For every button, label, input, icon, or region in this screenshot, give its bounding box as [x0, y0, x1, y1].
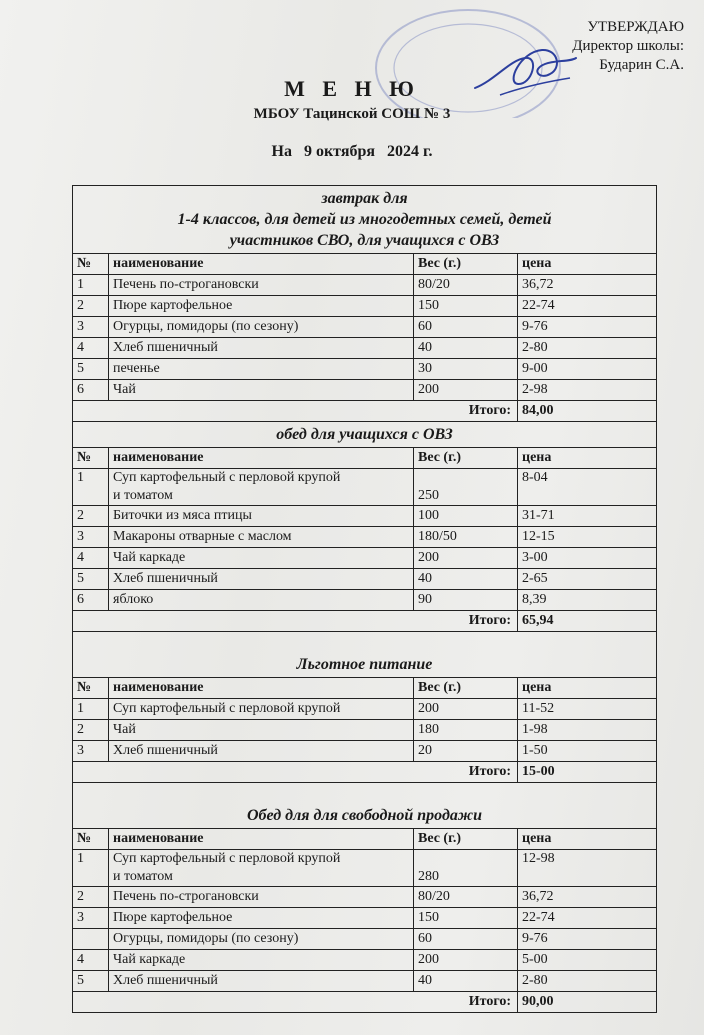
column-header-weight: Вес (г.) [413, 448, 517, 468]
item-weight-value: 40 [418, 973, 432, 988]
section-title [73, 652, 656, 677]
table-header-row [73, 447, 656, 468]
item-name [108, 929, 413, 949]
table-row [73, 295, 656, 316]
item-name [108, 380, 413, 400]
table-row [73, 970, 656, 991]
total-value: 90,00 [517, 992, 656, 1012]
item-price: 9-76 [517, 317, 656, 337]
item-number: 4 [77, 340, 84, 355]
item-weight [413, 506, 517, 526]
column-header-number: № [77, 450, 92, 465]
item-name-line: и томатом [113, 869, 173, 884]
total-value: 84,00 [517, 401, 656, 421]
item-number: 5 [77, 973, 84, 988]
table-header-row [73, 253, 656, 274]
item-price: 12-15 [517, 527, 656, 547]
table-row [73, 907, 656, 928]
item-number: 2 [77, 722, 84, 737]
section-title [73, 422, 656, 447]
item-weight [413, 380, 517, 400]
item-price: 22-74 [517, 908, 656, 928]
item-name-line: Огурцы, помидоры (по сезону) [113, 319, 299, 334]
table-row [73, 316, 656, 337]
item-name [108, 296, 413, 316]
item-name-line: Пюре картофельное [113, 910, 233, 925]
table-header-row [73, 828, 656, 849]
column-header-price: цена [517, 829, 656, 849]
item-weight [413, 359, 517, 379]
column-header-number: № [77, 680, 92, 695]
item-price: 2-80 [517, 971, 656, 991]
item-number: 3 [77, 910, 84, 925]
table-row [73, 358, 656, 379]
item-number: 1 [77, 470, 84, 485]
item-weight [413, 469, 517, 505]
item-name [108, 699, 413, 719]
item-weight [413, 275, 517, 295]
item-price: 1-98 [517, 720, 656, 740]
total-row [73, 991, 656, 1012]
item-price: 3-00 [517, 548, 656, 568]
table-row [73, 740, 656, 761]
section-title-line: 1-4 классов, для детей из многодетных семей, детей [177, 211, 552, 228]
total-label: Итого: [468, 613, 511, 628]
item-weight-value: 20 [418, 743, 432, 758]
approval-position: Директор школы: [572, 38, 684, 54]
item-number: 3 [77, 319, 84, 334]
date-day: 9 октября [303, 143, 376, 160]
item-weight-value: 280 [418, 869, 439, 884]
total-row [73, 400, 656, 421]
item-name-line: Макароны отварные с маслом [113, 529, 292, 544]
table-row [73, 589, 656, 610]
table-row [73, 505, 656, 526]
item-weight [413, 548, 517, 568]
item-name-line: Хлеб пшеничный [113, 743, 218, 758]
item-weight-value: 180 [418, 722, 439, 737]
item-weight [413, 971, 517, 991]
item-name-line: Печень по-строгановски [113, 889, 259, 904]
item-price: 2-98 [517, 380, 656, 400]
item-weight [413, 317, 517, 337]
item-price: 11-52 [517, 699, 656, 719]
item-weight-value: 40 [418, 340, 432, 355]
menu-section [73, 782, 656, 1012]
item-price: 31-71 [517, 506, 656, 526]
item-price: 8,39 [517, 590, 656, 610]
item-weight [413, 908, 517, 928]
item-name-line: Биточки из мяса птицы [113, 508, 252, 523]
column-header-number: № [77, 256, 92, 271]
item-name-line: Суп картофельный с перловой крупой [113, 851, 341, 866]
item-name [108, 971, 413, 991]
column-header-weight: Вес (г.) [413, 678, 517, 698]
item-number: 1 [77, 277, 84, 292]
item-weight-value: 180/50 [418, 529, 457, 544]
item-number: 6 [77, 592, 84, 607]
item-price: 9-00 [517, 359, 656, 379]
item-number: 1 [77, 701, 84, 716]
item-name [108, 887, 413, 907]
approval-name: Бударин С.А. [599, 57, 684, 73]
item-weight-value: 80/20 [418, 277, 450, 292]
table-row [73, 526, 656, 547]
total-value: 65,94 [517, 611, 656, 631]
item-weight-value: 150 [418, 910, 439, 925]
item-weight-value: 250 [418, 488, 439, 503]
total-label: Итого: [468, 994, 511, 1009]
item-number: 4 [77, 550, 84, 565]
item-weight-value: 150 [418, 298, 439, 313]
section-title-line: обед для учащихся с ОВЗ [276, 426, 453, 443]
item-number: 2 [77, 298, 84, 313]
item-name-line: Печень по-строгановски [113, 277, 259, 292]
column-header-price: цена [517, 448, 656, 468]
approval-title: УТВЕРЖДАЮ [587, 19, 684, 35]
column-header-price: цена [517, 678, 656, 698]
item-weight [413, 590, 517, 610]
item-weight-value: 200 [418, 550, 439, 565]
column-header-name: наименование [108, 678, 413, 698]
column-header-number: № [77, 831, 92, 846]
item-weight [413, 850, 517, 886]
table-header-row [73, 677, 656, 698]
item-weight [413, 527, 517, 547]
table-row [73, 379, 656, 400]
table-row [73, 337, 656, 358]
item-name [108, 338, 413, 358]
menu-section [73, 186, 656, 421]
menu-section [73, 421, 656, 631]
item-name [108, 548, 413, 568]
column-header-price: цена [517, 254, 656, 274]
item-name-line: Хлеб пшеничный [113, 340, 218, 355]
item-name [108, 317, 413, 337]
item-price: 36,72 [517, 275, 656, 295]
item-number: 5 [77, 361, 84, 376]
item-name [108, 359, 413, 379]
section-spacer [73, 632, 656, 652]
menu-table [72, 185, 657, 1013]
item-name [108, 469, 413, 505]
item-name [108, 275, 413, 295]
column-header-weight: Вес (г.) [413, 829, 517, 849]
date-prefix: На [271, 143, 292, 160]
item-name-line: Чай [113, 382, 136, 397]
item-number: 6 [77, 382, 84, 397]
section-title-line: Обед для для свободной продажи [246, 807, 483, 824]
item-name-line: Суп картофельный с перловой крупой [113, 701, 341, 716]
table-row [73, 886, 656, 907]
item-price: 8-04 [517, 469, 656, 505]
item-number: 4 [77, 952, 84, 967]
item-name-line: Чай каркаде [113, 952, 186, 967]
table-row [73, 568, 656, 589]
approval-block [572, 18, 684, 75]
total-label: Итого: [468, 403, 511, 418]
table-row [73, 547, 656, 568]
item-name-line: печенье [113, 361, 160, 376]
column-header-weight: Вес (г.) [413, 254, 517, 274]
total-value: 15-00 [517, 762, 656, 782]
table-row [73, 928, 656, 949]
total-row [73, 761, 656, 782]
item-name-line: Огурцы, помидоры (по сезону) [113, 931, 299, 946]
school-name: МБОУ Тацинской СОШ № 3 [253, 106, 451, 122]
item-weight-value: 200 [418, 701, 439, 716]
item-name [108, 850, 413, 886]
item-number [73, 929, 108, 949]
item-weight-value: 90 [418, 592, 432, 607]
item-weight [413, 296, 517, 316]
item-weight [413, 887, 517, 907]
item-weight [413, 929, 517, 949]
item-name-line: яблоко [113, 592, 154, 607]
item-price: 2-65 [517, 569, 656, 589]
item-name-line: Пюре картофельное [113, 298, 233, 313]
item-price: 1-50 [517, 741, 656, 761]
item-price: 36,72 [517, 887, 656, 907]
table-row [73, 468, 656, 505]
item-price: 12-98 [517, 850, 656, 886]
item-number: 1 [77, 851, 84, 866]
item-weight-value: 60 [418, 931, 432, 946]
item-name [108, 741, 413, 761]
menu-section [73, 631, 656, 782]
item-weight [413, 699, 517, 719]
item-name-line: Чай [113, 722, 136, 737]
section-title-line: участников СВО, для учащихся с ОВЗ [229, 232, 500, 249]
column-header-name: наименование [108, 829, 413, 849]
date-year: 2024 г. [387, 143, 433, 160]
item-weight [413, 741, 517, 761]
item-weight-value: 30 [418, 361, 432, 376]
item-number: 3 [77, 743, 84, 758]
item-number: 2 [77, 508, 84, 523]
total-label: Итого: [468, 764, 511, 779]
table-row [73, 949, 656, 970]
item-price: 22-74 [517, 296, 656, 316]
item-name [108, 908, 413, 928]
item-number: 5 [77, 571, 84, 586]
total-row [73, 610, 656, 631]
item-price: 2-80 [517, 338, 656, 358]
column-header-name: наименование [108, 254, 413, 274]
item-weight-value: 200 [418, 382, 439, 397]
item-price: 5-00 [517, 950, 656, 970]
item-price: 9-76 [517, 929, 656, 949]
table-row [73, 849, 656, 886]
item-weight [413, 338, 517, 358]
section-title [73, 186, 656, 253]
section-title-line: завтрак для [321, 190, 408, 207]
item-name [108, 527, 413, 547]
item-weight [413, 950, 517, 970]
item-weight-value: 100 [418, 508, 439, 523]
item-name [108, 950, 413, 970]
item-number: 3 [77, 529, 84, 544]
item-name-line: Суп картофельный с перловой крупой [113, 470, 341, 485]
section-title-line: Льготное питание [296, 656, 433, 673]
table-row [73, 698, 656, 719]
item-number: 2 [77, 889, 84, 904]
item-name [108, 569, 413, 589]
item-weight [413, 720, 517, 740]
item-weight-value: 40 [418, 571, 432, 586]
section-title [73, 803, 656, 828]
item-name [108, 720, 413, 740]
section-spacer [73, 783, 656, 803]
item-name-line: и томатом [113, 488, 173, 503]
item-name [108, 506, 413, 526]
page-title: М Е Н Ю [284, 76, 420, 101]
menu-date [0, 143, 704, 161]
item-name-line: Хлеб пшеничный [113, 571, 218, 586]
item-name [108, 590, 413, 610]
item-weight-value: 60 [418, 319, 432, 334]
table-row [73, 719, 656, 740]
item-weight [413, 569, 517, 589]
item-weight-value: 200 [418, 952, 439, 967]
item-name-line: Хлеб пшеничный [113, 973, 218, 988]
table-row [73, 274, 656, 295]
column-header-name: наименование [108, 448, 413, 468]
item-weight-value: 80/20 [418, 889, 450, 904]
item-name-line: Чай каркаде [113, 550, 186, 565]
